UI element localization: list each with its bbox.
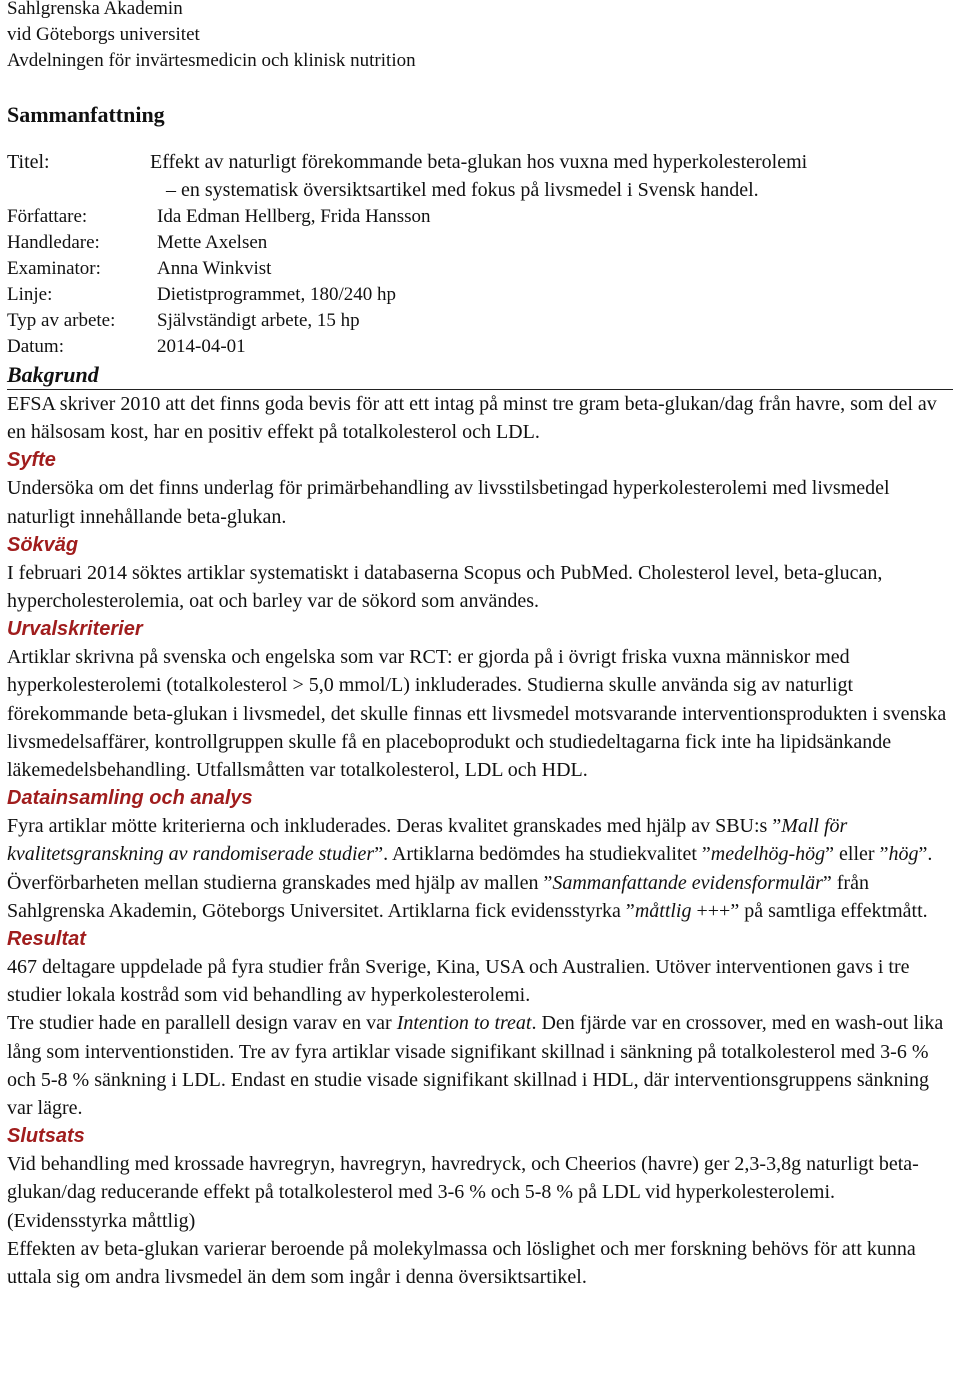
section-title-syfte: Syfte <box>7 449 56 472</box>
section-text-bakgrund: EFSA skriver 2010 att det finns goda bevis för att ett intag på minst tre gram beta-glukan/dag från havre, som del av en hälsosam kost, har en positiv effekt på totalkolesterol och LDL. <box>7 393 937 444</box>
italic-run: medelhög-hög <box>710 843 826 866</box>
text-run: ”. Artiklarna bedömdes ha studiekvalitet ” <box>374 843 711 866</box>
title-value <box>150 148 953 204</box>
section-text-datainsamling <box>7 812 953 925</box>
meta-value: 2014-04-01 <box>157 336 246 357</box>
section-title-bakgrund: Bakgrund <box>7 361 953 390</box>
institution-block <box>7 0 953 74</box>
text-run: . Den fjärde var en crossover, med en wash-out lika lång som interventionstiden. Tre av fyra artiklar visade signifikant skillnad i sänkning på totalkolesterol med 3-6 % och 5-8 % sänkning i LDL. Endast en studie visade signifikant skillnad i HDL, där interventionsgruppens sänkning var lägre. <box>7 1012 944 1120</box>
meta-row-worktype <box>7 308 953 334</box>
section-title-sokvag: Sökväg <box>7 533 79 556</box>
title-line-1: Effekt av naturligt förekommande beta-glukan hos vuxna med hyperkolesterolemi <box>150 151 808 173</box>
meta-table <box>7 204 953 360</box>
meta-label: Examinator: <box>7 258 101 279</box>
meta-row-author <box>7 204 953 230</box>
institution-line-2: vid Göteborgs universitet <box>7 24 200 45</box>
text-run: ”. Överförbarheten mellan studierna granskades med hjälp av mallen ” <box>7 843 933 894</box>
italic-run: Sammanfattande evidensformulär <box>552 871 823 894</box>
text-run: Tre studier hade en parallell design varav en var <box>7 1012 397 1035</box>
meta-value: Självständigt arbete, 15 hp <box>157 310 360 331</box>
meta-value: Dietistprogrammet, 180/240 hp <box>157 284 397 305</box>
section-text-urval: Artiklar skrivna på svenska och engelska som var RCT: er gjorda på i övrigt friska vuxna människor med hyperkolesterolemi (totalkolesterol > 5,0 mmol/L) inkluderades. Studierna skulle använda sig av naturligt förekommande beta-glukan i livsmedel, det skulle finnas ett livsmedel motsvarande interventionsprodukten i svenska livsmedelsaffärer, kontrollgruppen skulle få en placeboprodukt och studiedeltagarna fick inte ha lipidsänkande läkemedelsbehandling. Utfallsmåtten var totalkolesterol, LDL och HDL. <box>7 646 947 782</box>
title-row <box>7 148 953 204</box>
title-line-2: – en systematisk översiktsartikel med fokus på livsmedel i Svensk handel. <box>166 179 759 201</box>
italic-run: Mall för kvalitetsgranskning av randomiserade studier <box>7 815 848 866</box>
italic-run: hög <box>888 843 919 866</box>
meta-row-program <box>7 282 953 308</box>
meta-label: Linje: <box>7 284 53 305</box>
italic-run: Intention to treat <box>396 1012 532 1035</box>
institution-line-3: Avdelningen för invärtesmedicin och klinisk nutrition <box>7 50 416 71</box>
meta-value: Mette Axelsen <box>157 232 268 253</box>
meta-row-date <box>7 334 953 360</box>
section-title-urval: Urvalskriterier <box>7 618 143 641</box>
text-run: ” eller ” <box>825 843 889 866</box>
meta-label: Typ av arbete: <box>7 310 116 331</box>
section-text-syfte: Undersöka om det finns underlag för primärbehandling av livsstilsbetingad hyperkolesterolemi med livsmedel naturligt innehållande beta-glukan. <box>7 477 890 528</box>
institution-line-1: Sahlgrenska Akademin <box>7 0 183 19</box>
title-label: Titel: <box>7 151 50 173</box>
italic-run: måttlig <box>634 899 692 922</box>
text-run: ” från Sahlgrenska Akademin, Göteborgs Universitet. Artiklarna fick evidensstyrka ” <box>7 871 869 922</box>
section-title-slutsats: Slutsats <box>7 1125 85 1148</box>
section-text-sokvag: I februari 2014 söktes artiklar systematiskt i databaserna Scopus och PubMed. Cholesterol level, beta-glucan, hypercholesterolemia, oat och barley var de sökord som användes. <box>7 561 883 613</box>
section-title-datainsamling: Datainsamling och analys <box>7 787 253 810</box>
meta-row-examiner <box>7 256 953 282</box>
section-text-resultat-2 <box>7 1009 953 1122</box>
meta-label: Författare: <box>7 206 88 227</box>
meta-value: Anna Winkvist <box>157 258 272 279</box>
section-title-resultat: Resultat <box>7 928 86 951</box>
section-text-slutsats-2: Effekten av beta-glukan varierar beroende på molekylmassa och löslighet och mer forskning behövs för att kunna uttala sig om andra livsmedel än dem som ingår i denna översiktsartikel. <box>7 1237 916 1289</box>
text-run: +++” på samtliga effektmått. <box>691 899 928 922</box>
meta-value: Ida Edman Hellberg, Frida Hansson <box>157 206 431 227</box>
text-run: Fyra artiklar mötte kriterierna och inkluderades. Deras kvalitet granskades med hjälp av SBU:s ” <box>7 815 782 838</box>
section-text-slutsats-1: Vid behandling med krossade havregryn, havregryn, havredryck, och Cheerios (havre) ger 2,3-3,8g naturligt beta-glukan/dag reducerande effekt på totalkolesterol med 3-6 % och 5-8 % på LDL vid hyperkolesterolemi. (Evidensstyrka måttlig) <box>7 1153 919 1232</box>
section-text-resultat-1: 467 deltagare uppdelade på fyra studier från Sverige, Kina, USA och Australien. Utöver interventionen gavs i tre studier lokala kostråd som vid behandling av hyperkolesterolemi. <box>7 956 910 1007</box>
meta-row-supervisor <box>7 230 953 256</box>
meta-label: Datum: <box>7 336 64 357</box>
meta-label: Handledare: <box>7 232 100 253</box>
page-title: Sammanfattning <box>7 102 165 127</box>
